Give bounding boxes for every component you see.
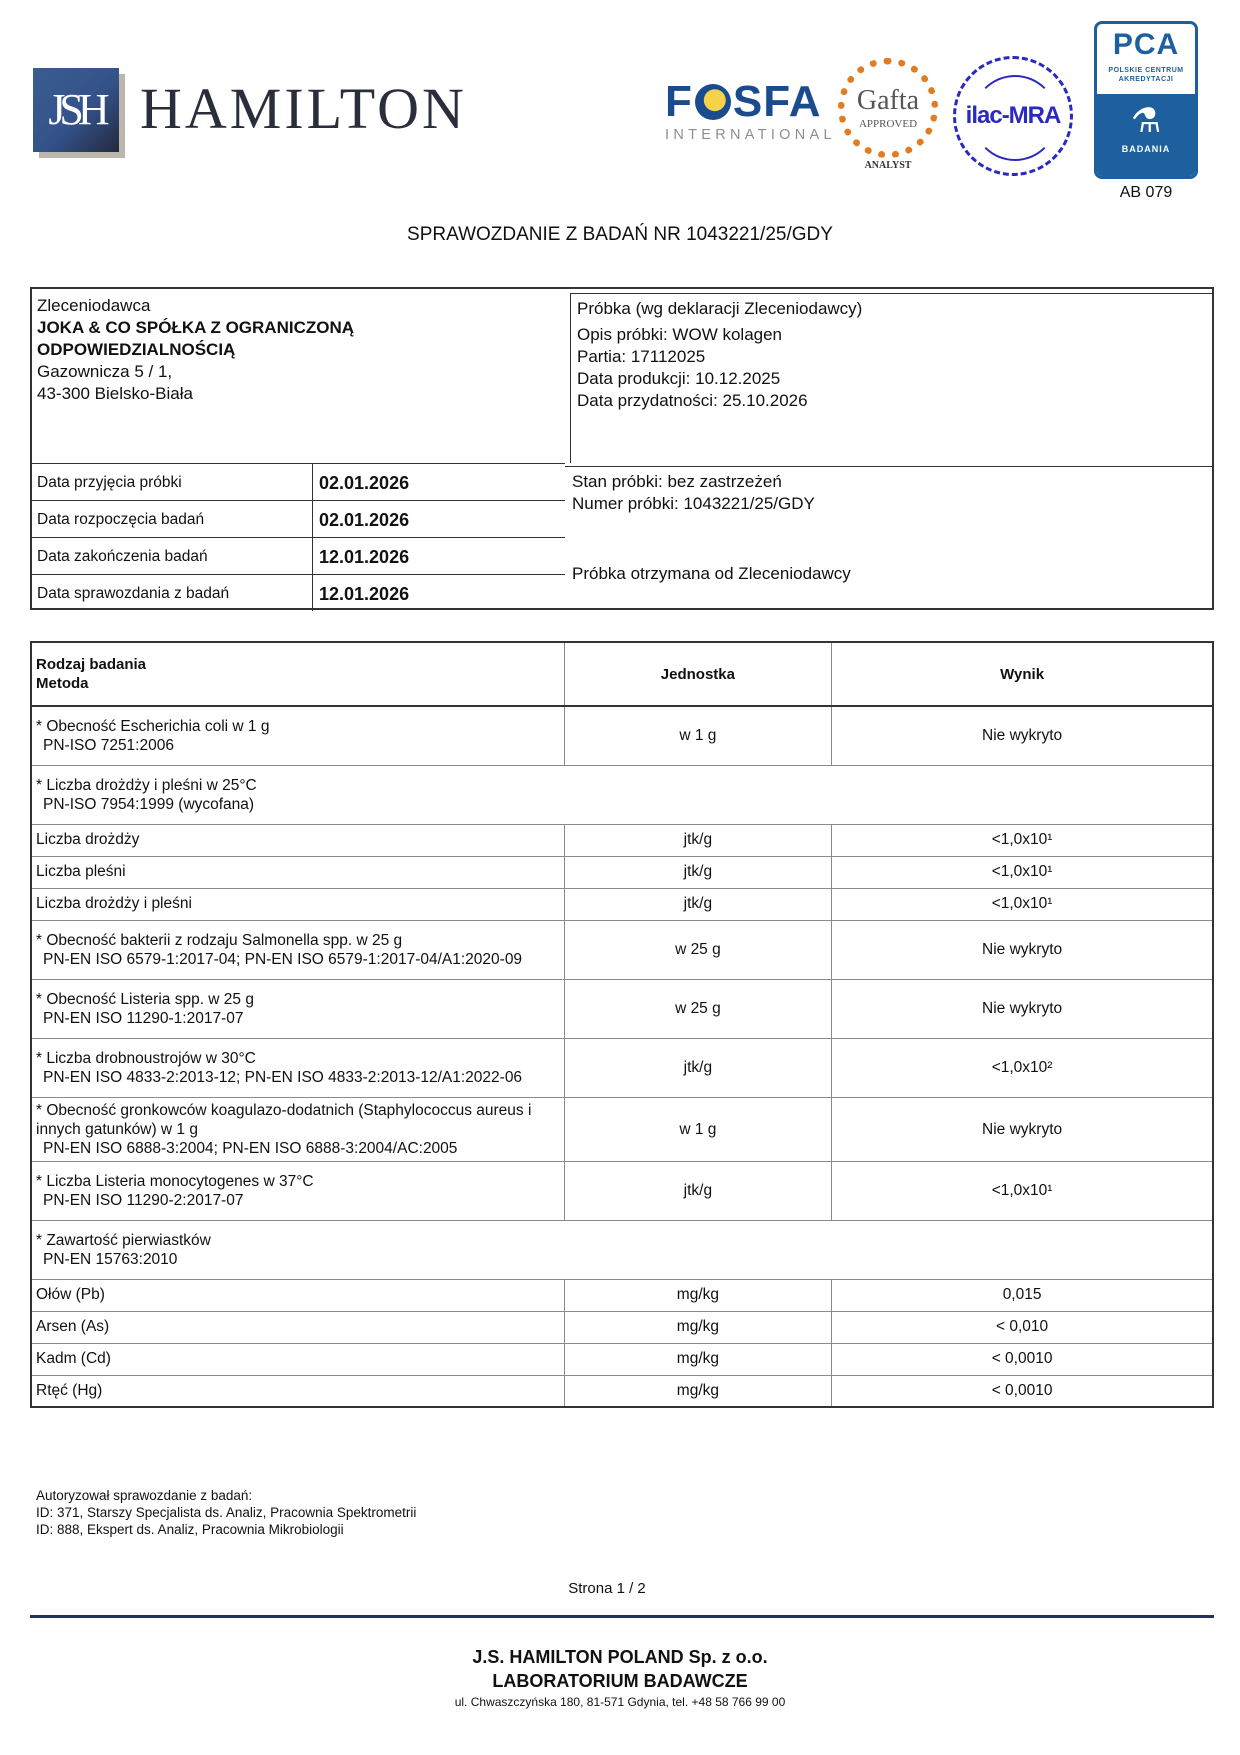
authorization-block bbox=[36, 1487, 416, 1538]
test-cell: Liczba drożdży bbox=[31, 824, 564, 856]
client-section bbox=[37, 295, 557, 405]
date-row bbox=[32, 463, 565, 500]
result-cell: Nie wykryto bbox=[832, 979, 1213, 1038]
pca-accreditation-logo bbox=[1094, 21, 1198, 179]
fosfa-logo: F SFA INTERNATIONAL bbox=[665, 77, 836, 143]
client-name-line2: ODPOWIEDZIALNOŚCIĄ bbox=[37, 340, 236, 359]
client-label: Zleceniodawca bbox=[37, 296, 151, 315]
result-cell: Nie wykryto bbox=[832, 706, 1213, 765]
result-cell: <1,0x10¹ bbox=[832, 888, 1213, 920]
unit-cell: w 1 g bbox=[564, 706, 832, 765]
sample-description: Opis próbki: WOW kolagen bbox=[577, 325, 783, 344]
test-name: * Obecność bakterii z rodzaju Salmonella spp. w 25 g bbox=[36, 931, 403, 949]
unit-cell: w 1 g bbox=[564, 1097, 832, 1161]
table-row bbox=[31, 706, 1213, 765]
sample-status-section bbox=[565, 466, 1212, 608]
table-row-group-heading bbox=[31, 1220, 1213, 1279]
result-cell: <1,0x10¹ bbox=[832, 856, 1213, 888]
test-method: PN-ISO 7954:1999 (wycofana) bbox=[43, 795, 255, 813]
sample-batch: Partia: 17112025 bbox=[577, 347, 706, 366]
company-logo-monogram: JSH bbox=[48, 85, 104, 134]
table-row bbox=[31, 920, 1213, 979]
page-number bbox=[0, 1580, 1214, 1597]
date-label: Data zakończenia badań bbox=[32, 538, 313, 574]
unit-cell: mg/kg bbox=[564, 1279, 832, 1311]
date-value: 12.01.2026 bbox=[319, 547, 410, 567]
test-cell bbox=[31, 765, 1213, 824]
fosfa-subtitle: INTERNATIONAL bbox=[665, 127, 836, 143]
company-logo-mark bbox=[33, 68, 119, 152]
flask-icon: ⚗ bbox=[1130, 102, 1162, 140]
sample-production-date: Data produkcji: 10.12.2025 bbox=[577, 369, 781, 388]
signatory: ID: 888, Ekspert ds. Analiz, Pracownia Mikrobiologii bbox=[36, 1522, 344, 1537]
date-row bbox=[32, 500, 565, 537]
unit-cell: jtk/g bbox=[564, 1161, 832, 1220]
test-method: PN-EN ISO 11290-1:2017-07 bbox=[43, 1009, 244, 1027]
test-method: PN-EN 15763:2010 bbox=[43, 1250, 178, 1268]
unit-cell: jtk/g bbox=[564, 824, 832, 856]
result-cell: Nie wykryto bbox=[832, 1097, 1213, 1161]
sample-condition: Stan próbki: bez zastrzeżeń bbox=[572, 472, 782, 491]
header-test-method bbox=[31, 642, 564, 706]
test-cell: Ołów (Pb) bbox=[31, 1279, 564, 1311]
sample-heading: Próbka (wg deklaracji Zleceniodawcy) bbox=[577, 299, 863, 318]
accreditation-number: AB 079 bbox=[1119, 184, 1173, 201]
footer bbox=[0, 1645, 1240, 1710]
test-name: * Liczba drożdży i pleśni w 25°C bbox=[36, 776, 257, 794]
client-address-line2: 43-300 Bielsko-Biała bbox=[37, 384, 193, 403]
unit-cell: mg/kg bbox=[564, 1311, 832, 1343]
result-cell: Nie wykryto bbox=[832, 920, 1213, 979]
signatory: ID: 371, Starszy Specjalista ds. Analiz, Pracownia Spektrometrii bbox=[36, 1505, 417, 1520]
gafta-caption: ANALYST bbox=[864, 160, 912, 171]
result-cell: <1,0x10¹ bbox=[832, 1161, 1213, 1220]
test-cell bbox=[31, 1161, 564, 1220]
table-row bbox=[31, 824, 1213, 856]
result-cell: <1,0x10¹ bbox=[832, 824, 1213, 856]
pca-line1: POLSKIE CENTRUM bbox=[1108, 67, 1184, 74]
date-label: Data rozpoczęcia badań bbox=[32, 501, 313, 537]
result-cell: < 0,0010 bbox=[832, 1343, 1213, 1375]
test-cell bbox=[31, 1038, 564, 1097]
pca-name: PCA bbox=[1112, 28, 1180, 61]
result-cell: < 0,0010 bbox=[832, 1375, 1213, 1407]
report-info-block bbox=[30, 287, 1214, 610]
table-row bbox=[31, 1375, 1213, 1407]
table-row-group-heading bbox=[31, 765, 1213, 824]
test-name: * Obecność gronkowców koagulazo-dodatnich (Staphylococcus aureus i innych gatunków) w 1 g bbox=[36, 1101, 532, 1138]
test-cell bbox=[31, 1097, 564, 1161]
footer-address: ul. Chwaszczyńska 180, 81-571 Gdynia, tel. +48 58 766 99 00 bbox=[454, 1695, 786, 1709]
ilac-name: ilac-MRA bbox=[965, 102, 1061, 129]
unit-cell: jtk/g bbox=[564, 856, 832, 888]
results-table bbox=[30, 641, 1214, 1408]
gafta-subtitle: APPROVED bbox=[858, 117, 918, 130]
client-address-line1: Gazownicza 5 / 1, bbox=[37, 362, 173, 381]
test-cell: Arsen (As) bbox=[31, 1311, 564, 1343]
test-cell: Liczba pleśni bbox=[31, 856, 564, 888]
gafta-logo bbox=[838, 58, 938, 158]
client-name-line1: JOKA & CO SPÓŁKA Z OGRANICZONĄ bbox=[37, 318, 355, 337]
sample-number: Numer próbki: 1043221/25/GDY bbox=[572, 494, 815, 513]
page-number-text: Strona 1 / 2 bbox=[568, 1580, 646, 1597]
table-row bbox=[31, 1161, 1213, 1220]
date-label: Data sprawozdania z badań bbox=[32, 575, 313, 611]
unit-cell: w 25 g bbox=[564, 920, 832, 979]
test-name: * Obecność Escherichia coli w 1 g bbox=[36, 717, 270, 735]
test-cell: Liczba drożdży i pleśni bbox=[31, 888, 564, 920]
pca-line2: AKREDYTACJI bbox=[1118, 76, 1174, 84]
sample-expiry-date: Data przydatności: 25.10.2026 bbox=[577, 391, 808, 410]
footer-divider bbox=[30, 1615, 1214, 1618]
test-cell bbox=[31, 706, 564, 765]
test-name: * Liczba drobnoustrojów w 30°C bbox=[36, 1049, 256, 1067]
test-cell: Kadm (Cd) bbox=[31, 1343, 564, 1375]
test-method: PN-EN ISO 4833-2:2013-12; PN-EN ISO 4833-2:2013-12/A1:2022-06 bbox=[43, 1068, 523, 1086]
footer-division: LABORATORIUM BADAWCZE bbox=[492, 1671, 748, 1691]
table-row bbox=[31, 1038, 1213, 1097]
table-row bbox=[31, 1279, 1213, 1311]
test-name: * Zawartość pierwiastków bbox=[36, 1231, 211, 1249]
result-cell: 0,015 bbox=[832, 1279, 1213, 1311]
company-logo-wordmark: HAMILTON bbox=[140, 76, 467, 141]
results-header-row bbox=[31, 642, 1213, 706]
test-method: PN-ISO 7251:2006 bbox=[43, 736, 174, 754]
table-row bbox=[31, 1097, 1213, 1161]
date-value: 02.01.2026 bbox=[319, 473, 410, 493]
date-label: Data przyjęcia próbki bbox=[32, 464, 313, 500]
dates-table bbox=[32, 463, 565, 611]
unit-cell: mg/kg bbox=[564, 1343, 832, 1375]
ilac-mra-logo bbox=[953, 56, 1073, 176]
table-row bbox=[31, 856, 1213, 888]
date-value: 02.01.2026 bbox=[319, 510, 410, 530]
test-cell bbox=[31, 920, 564, 979]
unit-cell: w 25 g bbox=[564, 979, 832, 1038]
header-result: Wynik bbox=[832, 642, 1213, 706]
pca-category: BADANIA bbox=[1121, 144, 1171, 154]
gafta-name: Gafta bbox=[856, 84, 920, 116]
unit-cell: jtk/g bbox=[564, 888, 832, 920]
authorization-label: Autoryzował sprawozdanie z badań: bbox=[36, 1488, 253, 1503]
table-row bbox=[31, 979, 1213, 1038]
globe-icon bbox=[695, 84, 731, 120]
unit-cell: jtk/g bbox=[564, 1038, 832, 1097]
sample-section bbox=[570, 293, 1214, 463]
test-method: PN-EN ISO 6579-1:2017-04; PN-EN ISO 6579-1:2017-04/A1:2020-09 bbox=[43, 950, 523, 968]
header-method: Metoda bbox=[36, 675, 89, 692]
unit-cell: mg/kg bbox=[564, 1375, 832, 1407]
footer-company: J.S. HAMILTON POLAND Sp. z o.o. bbox=[472, 1647, 768, 1667]
test-cell bbox=[31, 979, 564, 1038]
test-method: PN-EN ISO 11290-2:2017-07 bbox=[43, 1191, 244, 1209]
table-row bbox=[31, 1343, 1213, 1375]
header-unit: Jednostka bbox=[564, 642, 832, 706]
test-method: PN-EN ISO 6888-3:2004; PN-EN ISO 6888-3:2004/AC:2005 bbox=[43, 1139, 458, 1157]
result-cell: < 0,010 bbox=[832, 1311, 1213, 1343]
header-test: Rodzaj badania bbox=[36, 656, 147, 673]
test-cell bbox=[31, 1220, 1213, 1279]
report-title: SPRAWOZDANIE Z BADAŃ NR 1043221/25/GDY bbox=[407, 224, 833, 245]
date-row bbox=[32, 537, 565, 574]
result-cell: <1,0x10² bbox=[832, 1038, 1213, 1097]
table-row bbox=[31, 888, 1213, 920]
test-name: * Liczba Listeria monocytogenes w 37°C bbox=[36, 1172, 314, 1190]
date-value: 12.01.2026 bbox=[319, 584, 410, 604]
test-cell: Rtęć (Hg) bbox=[31, 1375, 564, 1407]
date-row bbox=[32, 574, 565, 611]
sample-received-note: Próbka otrzymana od Zleceniodawcy bbox=[572, 564, 851, 583]
table-row bbox=[31, 1311, 1213, 1343]
test-name: * Obecność Listeria spp. w 25 g bbox=[36, 990, 254, 1008]
